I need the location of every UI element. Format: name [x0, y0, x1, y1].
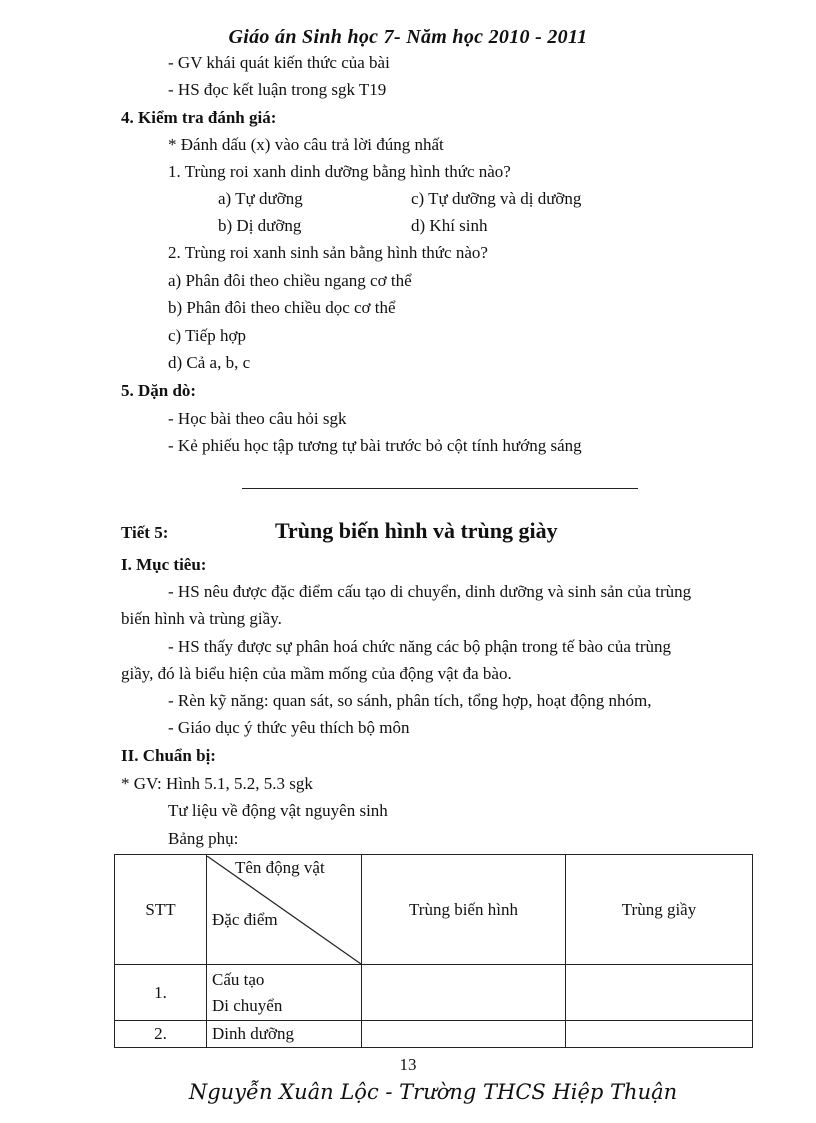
answer-option: d) Cả a, b, c — [168, 353, 251, 372]
cell-empty — [566, 1021, 753, 1048]
header-amoeba: Trùng biến hình — [362, 855, 566, 965]
header-diagonal-cell — [207, 855, 362, 965]
text-line: Bảng phụ: — [168, 829, 239, 848]
text-line: - HS nêu được đặc điểm cấu tạo di chuyển, dinh dưỡng và sinh sản của trùng — [168, 582, 692, 601]
text-line: - GV khái quát kiến thức của bài — [168, 53, 390, 72]
table-row — [115, 1021, 753, 1048]
section-heading-assessment: 4. Kiểm tra đánh giá: — [121, 108, 277, 127]
row-characteristic-line: Cấu tạo — [212, 969, 265, 989]
row-characteristic-line: Dinh dưỡng — [212, 1024, 294, 1043]
header-stt: STT — [115, 855, 207, 965]
header-paramecium: Trùng giầy — [566, 855, 753, 965]
answer-option: c) Tiếp hợp — [168, 326, 246, 345]
header-characteristic: Đặc điểm — [212, 909, 278, 929]
text-line: - HS đọc kết luận trong sgk T19 — [168, 80, 387, 99]
worksheet-table — [114, 854, 753, 1048]
question-1: 1. Trùng roi xanh dinh dưỡng bằng hình thức nào? — [168, 162, 511, 181]
row-characteristic — [207, 965, 362, 1021]
text-line: - Học bài theo câu hỏi sgk — [168, 409, 347, 428]
text-line: * Đánh dấu (x) vào câu trả lời đúng nhất — [168, 135, 444, 154]
section-heading-homework: 5. Dặn dò: — [121, 381, 197, 400]
answer-option: d) Khí sinh — [411, 216, 488, 235]
answer-option: a) Phân đôi theo chiều ngang cơ thể — [168, 271, 412, 290]
text-line: biến hình và trùng giầy. — [121, 609, 282, 628]
cell-empty — [362, 1021, 566, 1048]
text-line: - HS thấy được sự phân hoá chức năng các bộ phận trong tế bào của trùng — [168, 637, 672, 656]
section-heading-goals: I. Mục tiêu: — [121, 555, 207, 574]
text-line: - Giáo dục ý thức yêu thích bộ môn — [168, 718, 410, 737]
table-row — [115, 965, 753, 1021]
section-divider — [242, 488, 638, 489]
table-header-row — [115, 855, 753, 965]
lesson-title: Trùng biến hình và trùng giày — [275, 518, 558, 543]
section-heading-prep: II. Chuẩn bị: — [121, 746, 216, 765]
text-line: - Kẻ phiếu học tập tương tự bài trước bỏ cột tính hướng sáng — [168, 436, 582, 455]
header-animal-name: Tên động vật — [235, 857, 325, 877]
question-2: 2. Trùng roi xanh sinh sản bằng hình thức nào? — [168, 243, 488, 262]
row-stt: 1. — [115, 965, 207, 1021]
answer-option: c) Tự dưỡng và dị dưỡng — [411, 189, 582, 208]
page-number: 13 — [399, 1055, 417, 1074]
page-footer: Nguyễn Xuân Lộc - Trường THCS Hiệp Thuận — [188, 1080, 678, 1104]
page-header: Giáo án Sinh học 7- Năm học 2010 - 2011 — [228, 26, 588, 48]
row-stt: 2. — [115, 1021, 207, 1048]
text-line: Tư liệu về động vật nguyên sinh — [168, 801, 388, 820]
cell-empty — [362, 965, 566, 1021]
cell-empty — [566, 965, 753, 1021]
answer-option: b) Phân đôi theo chiều dọc cơ thể — [168, 298, 396, 317]
row-characteristic-line: Di chuyển — [212, 995, 283, 1015]
text-line: - Rèn kỹ năng: quan sát, so sánh, phân tích, tổng hợp, hoạt động nhóm, — [168, 691, 652, 710]
answer-option: b) Dị dưỡng — [218, 216, 302, 235]
text-line: * GV: Hình 5.1, 5.2, 5.3 sgk — [121, 774, 313, 793]
row-characteristic — [207, 1021, 362, 1048]
answer-option: a) Tự dưỡng — [218, 189, 303, 208]
text-line: giầy, đó là biểu hiện của mầm mống của động vật đa bào. — [121, 664, 512, 683]
lesson-label: Tiết 5: — [121, 523, 169, 542]
